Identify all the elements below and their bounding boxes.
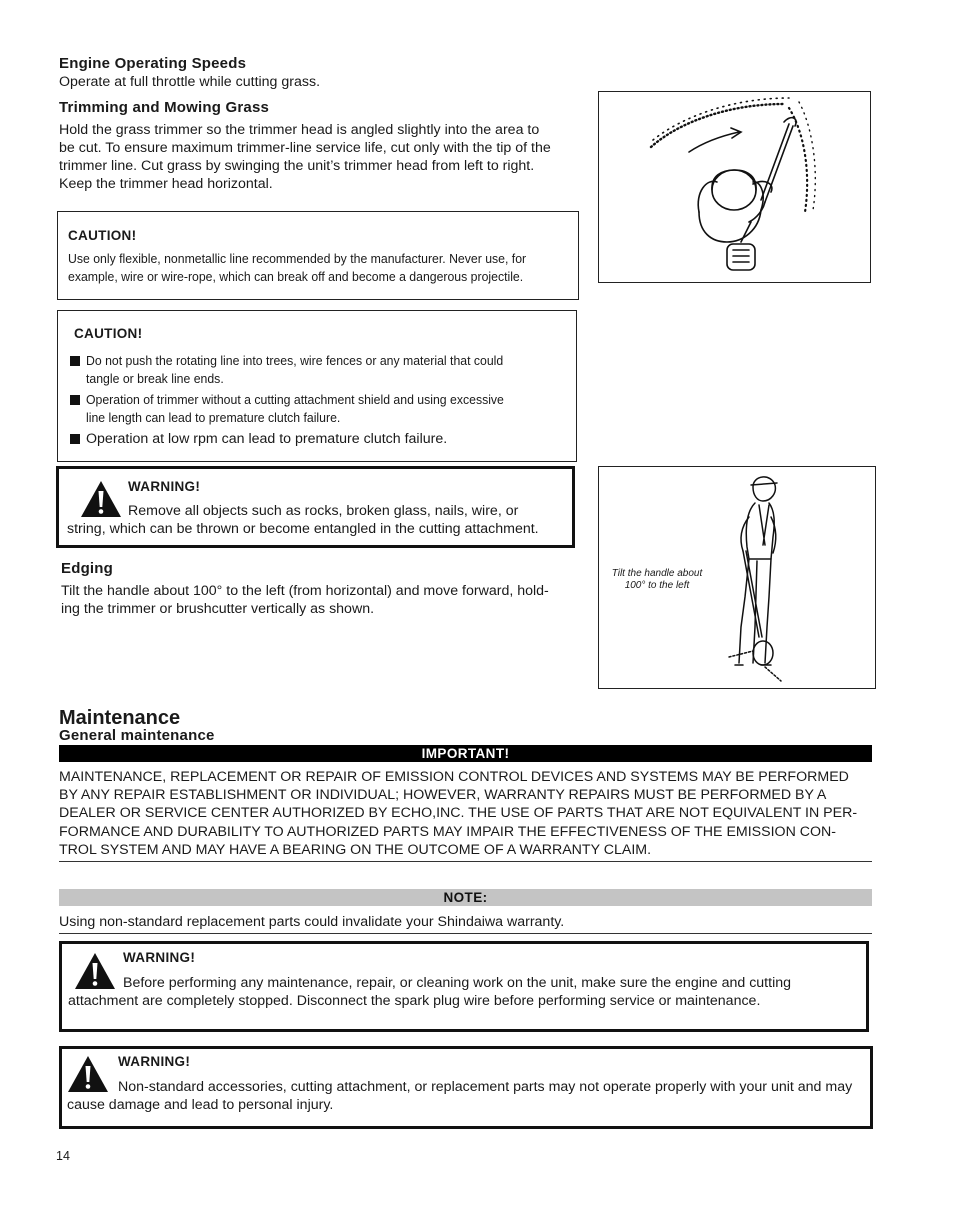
warning-label: WARNING! <box>128 479 201 494</box>
caution-item-line: Do not push the rotating line into trees, wire fences or any material that could <box>86 353 504 368</box>
trimming-line: trimmer line. Cut grass by swinging the unit’s trimmer head from left to right. <box>59 158 535 174</box>
warning-box-maintenance <box>59 941 869 1032</box>
warning-box-objects <box>56 466 575 548</box>
note-banner: NOTE: <box>59 889 872 906</box>
important-line: FORMANCE AND DURABILITY TO AUTHORIZED PARTS MAY IMPAIR THE EFFECTIVENESS OF THE EMISSION CON- <box>59 823 837 840</box>
edging-line: Tilt the handle about 100° to the left (from horizontal) and move forward, hold- <box>61 583 549 599</box>
warning-line: cause damage and lead to personal injury. <box>67 1097 334 1113</box>
trimming-heading: Trimming and Mowing Grass <box>59 99 270 116</box>
warning-line: Remove all objects such as rocks, broken glass, nails, wire, or <box>128 503 519 519</box>
caution-item-line: line length can lead to premature clutch failure. <box>86 410 341 425</box>
edging-heading: Edging <box>61 560 114 577</box>
warning-label: WARNING! <box>118 1054 191 1069</box>
warning-line: Non-standard accessories, cutting attachment, or replacement parts may not operate properly with your unit and may <box>118 1079 853 1095</box>
engine-speeds-text: Operate at full throttle while cutting grass. <box>59 74 321 90</box>
caution-item-line: tangle or break line ends. <box>86 371 224 386</box>
caution-item <box>58 431 568 449</box>
caution-label: CAUTION! <box>68 228 137 243</box>
edging-line: ing the trimmer or brushcutter vertically as shown. <box>61 601 375 617</box>
important-line: MAINTENANCE, REPLACEMENT OR REPAIR OF EMISSION CONTROL DEVICES AND SYSTEMS MAY BE PERFORMED <box>59 769 849 785</box>
important-divider <box>59 861 872 862</box>
edging-caption-line: Tilt the handle about <box>611 568 703 579</box>
caution-box-clutch <box>57 310 577 462</box>
caution-box-line <box>57 211 579 300</box>
warning-triangle-icon <box>79 479 123 519</box>
caution-line: example, wire or wire-rope, which can break off and become a dangerous projectile. <box>68 269 524 284</box>
engine-speeds-heading: Engine Operating Speeds <box>59 55 247 72</box>
trimming-line: Keep the trimmer head horizontal. <box>59 176 273 192</box>
edging-operator-drawing <box>719 467 875 688</box>
edging-paragraph <box>61 582 581 618</box>
square-bullet-icon <box>70 356 80 366</box>
trimming-operator-drawing <box>599 92 870 282</box>
important-line: BY ANY REPAIR ESTABLISHMENT OR INDIVIDUAL; HOWEVER, WARRANTY REPAIRS MUST BE PERFORMED BY A <box>59 787 827 804</box>
trimming-paragraph <box>59 121 584 193</box>
warning-box-parts <box>59 1046 873 1129</box>
caution-line: Use only flexible, nonmetallic line recommended by the manufacturer. Never use, for <box>68 251 527 266</box>
important-line: TROL SYSTEM AND MAY HAVE A BEARING ON THE OUTCOME OF A WARRANTY CLAIM. <box>59 841 652 858</box>
caution-label: CAUTION! <box>74 326 143 341</box>
trimming-illustration <box>598 91 871 283</box>
edging-illustration <box>598 466 876 689</box>
caution-item <box>58 391 568 427</box>
note-text: Using non-standard replacement parts could invalidate your Shindaiwa warranty. <box>59 914 565 930</box>
warning-label: WARNING! <box>123 950 196 965</box>
important-banner: IMPORTANT! <box>59 745 872 762</box>
edging-figure-caption <box>605 568 709 592</box>
note-divider <box>59 933 872 934</box>
caution-text <box>68 250 563 286</box>
trimming-line: be cut. To ensure maximum trimmer-line service life, cut only with the tip of the <box>59 140 551 156</box>
warning-line: attachment are completely stopped. Disconnect the spark plug wire before performing service or maintenance. <box>68 993 761 1009</box>
warning-triangle-icon <box>66 1054 110 1094</box>
important-text <box>59 768 889 859</box>
trimming-line: Hold the grass trimmer so the trimmer head is angled slightly into the area to <box>59 122 540 138</box>
square-bullet-icon <box>70 395 80 405</box>
maintenance-subtitle: General maintenance <box>59 727 215 744</box>
warning-line: string, which can be thrown or become entangled in the cutting attachment. <box>67 521 539 537</box>
square-bullet-icon <box>70 434 80 444</box>
warning-triangle-icon <box>73 951 117 991</box>
caution-item-line: Operation at low rpm can lead to premature clutch failure. <box>86 431 448 447</box>
page-number: 14 <box>56 1149 70 1163</box>
edging-caption-line: 100° to the left <box>624 580 690 591</box>
maintenance-title: Maintenance <box>59 707 181 729</box>
warning-line: Before performing any maintenance, repair, or cleaning work on the unit, make sure the engine and cutting <box>123 975 791 991</box>
caution-item <box>58 352 568 388</box>
caution-item-line: Operation of trimmer without a cutting attachment shield and using excessive <box>86 392 504 407</box>
important-line: DEALER OR SERVICE CENTER AUTHORIZED BY ECHO,INC. THE USE OF PARTS THAT ARE NOT EQUIVALENT IN PER- <box>59 805 858 822</box>
